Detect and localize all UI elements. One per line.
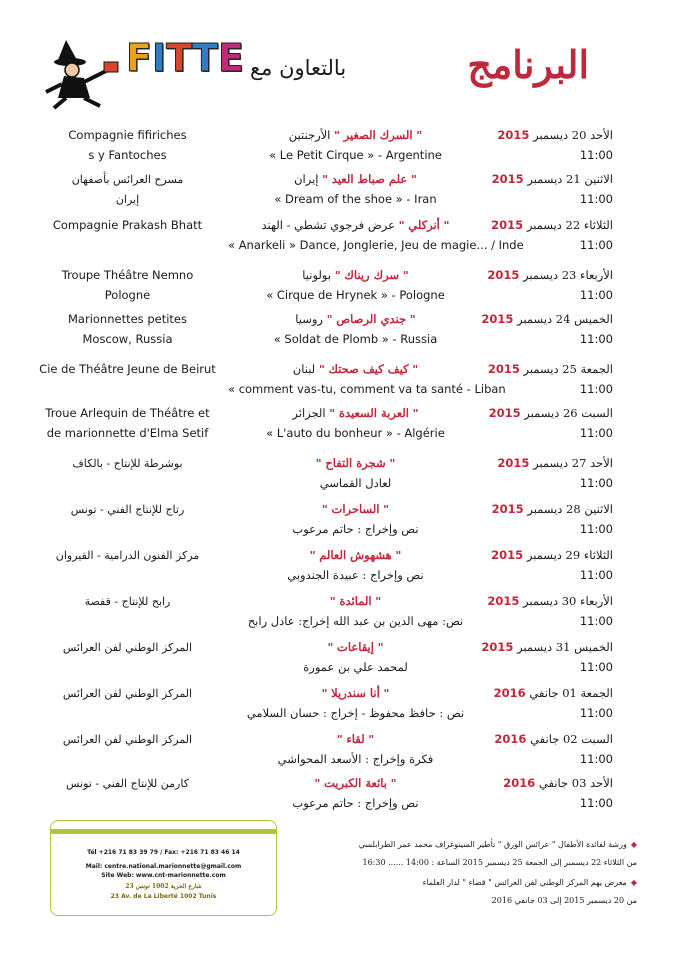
show-subtitle: نص وإخراج : عبيدة الجندوبي xyxy=(287,568,424,582)
show-subtitle: لعادل القماسي xyxy=(319,476,392,490)
company-name: كارمن للإنتاج الفني - تونس xyxy=(66,777,189,790)
show-day: الجمعة 25 ديسمبر xyxy=(523,362,613,376)
note-line: من 20 ديسمبر 2015 إلى 03 جانفي 2016 xyxy=(491,896,637,905)
show-time: 11:00 xyxy=(579,660,613,674)
company-name: رابح للإنتاج - قفصة xyxy=(84,595,171,608)
show-title-ar: " السرك الصغير " الأرجنتين xyxy=(288,128,423,142)
company-name: Marionnettes petites xyxy=(68,312,187,326)
company-name: رتاج للإنتاج الفني - تونس xyxy=(70,503,185,516)
show-day: الأحد 20 ديسمبر xyxy=(533,128,613,142)
show-year: 2015 xyxy=(481,312,514,326)
show-day: الثلاثاء 22 ديسمبر xyxy=(526,218,613,232)
show-year: 2015 xyxy=(481,640,514,654)
logo-letter: T xyxy=(192,36,218,80)
show-country: بولونيا xyxy=(302,268,332,282)
page-title: البرنامج xyxy=(467,42,589,87)
show-day: الخميس 24 ديسمبر xyxy=(517,312,613,326)
show-title-ar: " علم صباط العيد " إيران xyxy=(294,172,417,186)
show-title: هشهوش العالم xyxy=(319,548,392,562)
show-subtitle: « Le Petit Cirque » - Argentine xyxy=(269,148,442,162)
show-date xyxy=(463,312,613,327)
company-name: المركز الوطني لفن العرائس xyxy=(62,641,193,654)
company-name-line2: s y Fantoches xyxy=(88,148,167,162)
show-title-ar: " الساحرات " xyxy=(321,502,390,516)
show-title-ar: " بائعة الكبريت " xyxy=(314,776,397,790)
show-title: شجرة التفاح xyxy=(325,456,386,470)
show-title-ar: " كيف كيف صحتك " لبنان xyxy=(292,362,419,376)
company-name-line2: Pologne xyxy=(104,288,151,302)
show-date xyxy=(463,406,613,421)
show-year: 2016 xyxy=(494,732,527,746)
logo-letter: I xyxy=(151,36,167,80)
show-time: 11:00 xyxy=(579,614,613,628)
show-time: 11:00 xyxy=(579,522,613,536)
show-year: 2015 xyxy=(487,594,520,608)
company-name: Compagnie Prakash Bhatt xyxy=(52,218,203,232)
show-subtitle: « Soldat de Plomb » - Russia xyxy=(273,332,438,346)
show-day: السبت 26 ديسمبر xyxy=(524,406,613,420)
show-date xyxy=(463,732,613,747)
show-date xyxy=(463,594,613,609)
show-title: لقاء xyxy=(346,732,365,746)
show-title-ar: " لقاء " xyxy=(336,732,375,746)
company-name: مسرح العرائس بأصفهان xyxy=(71,173,184,186)
show-time: 11:00 xyxy=(579,332,613,346)
company-name: بوشرطة للإنتاج - بالكاف xyxy=(72,457,183,470)
contact-phone: Tél +216 71 83 39 79 / Fax: +216 71 83 46 14 xyxy=(87,849,240,856)
contact-address-fr: 23 Av. de La Liberté 1002 Tunis xyxy=(110,893,217,900)
show-subtitle: « Cirque de Hrynek » - Pologne xyxy=(266,288,445,302)
company-name-line2: إيران xyxy=(115,193,140,206)
show-day: الأربعاء 23 ديسمبر xyxy=(523,268,613,282)
show-subtitle: « comment vas-tu, comment va ta santé - Liban xyxy=(228,382,506,396)
show-date xyxy=(463,548,613,563)
show-title-ar: " سرك ريناك " بولونيا xyxy=(302,268,409,282)
show-time: 11:00 xyxy=(579,192,613,206)
show-year: 2016 xyxy=(503,776,536,790)
logo-letter: T xyxy=(166,36,193,80)
show-title: المائدة xyxy=(339,594,372,608)
show-time: 11:00 xyxy=(579,148,613,162)
show-title: إيقاعات xyxy=(337,640,374,654)
show-title: أنا سندريلا xyxy=(331,686,380,700)
show-date xyxy=(463,456,613,471)
header xyxy=(0,0,685,120)
company-name-line2: de marionnette d'Elma Setif xyxy=(46,426,209,440)
show-time: 11:00 xyxy=(579,426,613,440)
show-title-ar: " العربة السعيدة " الجزائر xyxy=(292,406,419,420)
show-day: الأحد 03 جانفي xyxy=(538,776,613,790)
show-subtitle: فكرة وإخراج : الأسعد المحواشي xyxy=(277,752,434,766)
show-time: 11:00 xyxy=(579,476,613,490)
show-subtitle: نص: مهى الدين بن عبد الله إخراج: عادل رابح xyxy=(247,614,464,628)
note-line: من الثلاثاء 22 ديسمبر إلى الجمعة 25 ديسمبر 2015 الساعة : 14:00 ...... 16:30 xyxy=(362,858,637,867)
show-title-ar: " جندي الرصاص " روسيا xyxy=(295,312,416,326)
bullet-icon: ◆ xyxy=(630,840,637,849)
show-subtitle: لمحمد علي بن عمورة xyxy=(303,660,408,674)
company-name: Compagnie fifiriches xyxy=(68,128,187,142)
show-time: 11:00 xyxy=(579,288,613,302)
note-line: ◆ورشة لفائدة الأطفال " عرائس الورق " تأطير السينوغراف محمد عمر الطرابلسي xyxy=(358,840,637,849)
show-time: 11:00 xyxy=(579,752,613,766)
company-name: المركز الوطني لفن العرائس xyxy=(62,687,193,700)
company-name-line2: Moscow, Russia xyxy=(82,332,173,346)
show-time: 11:00 xyxy=(579,706,613,720)
note-line: ◆معرض يهم المركز الوطني لفن العرائس " قضاء " لدار العلماء xyxy=(422,878,637,887)
contact-email: Mail: centre.national.marionnette@gmail.com xyxy=(85,863,242,870)
show-title-ar: " شجرة التفاح " xyxy=(315,456,396,470)
show-title: كيف كيف صحتك xyxy=(328,362,409,376)
witch-mascot-icon xyxy=(44,40,122,110)
company-name: Troue Arlequin de Théâtre et xyxy=(45,406,210,420)
show-year: 2015 xyxy=(491,548,524,562)
show-country: روسيا xyxy=(295,312,323,326)
show-time: 11:00 xyxy=(579,238,613,252)
show-date xyxy=(463,218,613,233)
show-subtitle: نص وإخراج : حاتم مرعوب xyxy=(292,796,419,810)
show-year: 2015 xyxy=(487,362,520,376)
show-date xyxy=(463,776,613,791)
show-subtitle: نص : حافظ محفوظ - إخراج : حسان السلامي xyxy=(246,706,465,720)
show-date xyxy=(463,502,613,517)
show-subtitle: « Dream of the shoe » - Iran xyxy=(274,192,437,206)
show-country: الأرجنتين xyxy=(288,128,331,142)
show-title: سرك ريناك xyxy=(344,268,400,282)
show-time: 11:00 xyxy=(579,568,613,582)
show-title: أنركلي xyxy=(408,218,440,232)
show-day: الاثنين 21 ديسمبر xyxy=(527,172,613,186)
collaboration-text: بالتعاون مع xyxy=(250,56,347,80)
show-title-ar: " إيقاعات " xyxy=(327,640,384,654)
logo-letter: F xyxy=(126,36,152,80)
show-title-ar: " أنركلي " عرض فرجوي تشطي - الهند xyxy=(261,218,450,232)
bullet-icon: ◆ xyxy=(630,878,637,887)
show-date xyxy=(463,686,613,701)
show-year: 2015 xyxy=(487,268,520,282)
show-year: 2016 xyxy=(493,686,526,700)
company-name: Troupe Théâtre Nemno xyxy=(61,268,194,282)
show-day: السبت 02 جانفي xyxy=(530,732,613,746)
show-day: الجمعة 01 جانفي xyxy=(529,686,613,700)
show-time: 11:00 xyxy=(579,382,613,396)
show-day: الأربعاء 30 ديسمبر xyxy=(523,594,613,608)
show-title: السرك الصغير xyxy=(343,128,413,142)
show-title: علم صباط العيد xyxy=(331,172,408,186)
show-day: الثلاثاء 29 ديسمبر xyxy=(526,548,613,562)
show-title: بائعة الكبريت xyxy=(324,776,387,790)
contact-box xyxy=(50,820,277,916)
show-day: الخميس 31 ديسمبر xyxy=(517,640,613,654)
contact-address-ar: 23 شارع الحرية 1002 تونس xyxy=(125,883,202,890)
show-title-ar: " أنا سندريلا " xyxy=(321,686,390,700)
show-country: الجزائر xyxy=(292,406,326,420)
show-date xyxy=(463,128,613,143)
show-year: 2015 xyxy=(491,172,524,186)
logo-letter: E xyxy=(217,36,244,80)
show-subtitle: نص وإخراج : حاتم مرعوب xyxy=(292,522,419,536)
show-year: 2015 xyxy=(488,406,521,420)
show-year: 2015 xyxy=(497,128,530,142)
company-name: Cie de Théâtre Jeune de Beirut xyxy=(39,362,216,376)
show-date xyxy=(463,362,613,377)
show-title: العربة السعيدة xyxy=(338,406,409,420)
show-time: 11:00 xyxy=(579,796,613,810)
show-year: 2015 xyxy=(497,456,530,470)
show-title-ar: " المائدة " xyxy=(329,594,382,608)
show-day: الأحد 27 ديسمبر xyxy=(533,456,613,470)
contact-divider xyxy=(51,829,276,834)
show-date xyxy=(463,172,613,187)
contact-website: Site Web: www.cnt-marionnette.com xyxy=(101,872,226,879)
show-subtitle: « L'auto du bonheur » - Algérie xyxy=(266,426,445,440)
show-year: 2015 xyxy=(491,218,524,232)
show-date xyxy=(463,268,613,283)
show-subtitle: « Anarkeli » Dance, Jonglerie, Jeu de magie... / Inde xyxy=(228,238,524,252)
show-year: 2015 xyxy=(491,502,524,516)
fitte-logo xyxy=(126,36,244,80)
company-name: المركز الوطني لفن العرائس xyxy=(62,733,193,746)
company-name: مركز الفنون الدرامية - القيروان xyxy=(55,549,200,562)
show-country: عرض فرجوي تشطي - الهند xyxy=(261,218,395,232)
show-title-ar: " هشهوش العالم " xyxy=(309,548,402,562)
show-date xyxy=(463,640,613,655)
show-title: الساحرات xyxy=(331,502,380,516)
show-country: لبنان xyxy=(292,362,316,376)
show-country: إيران xyxy=(294,172,319,186)
show-title: جندي الرصاص xyxy=(336,312,407,326)
show-day: الاثنين 28 ديسمبر xyxy=(527,502,613,516)
